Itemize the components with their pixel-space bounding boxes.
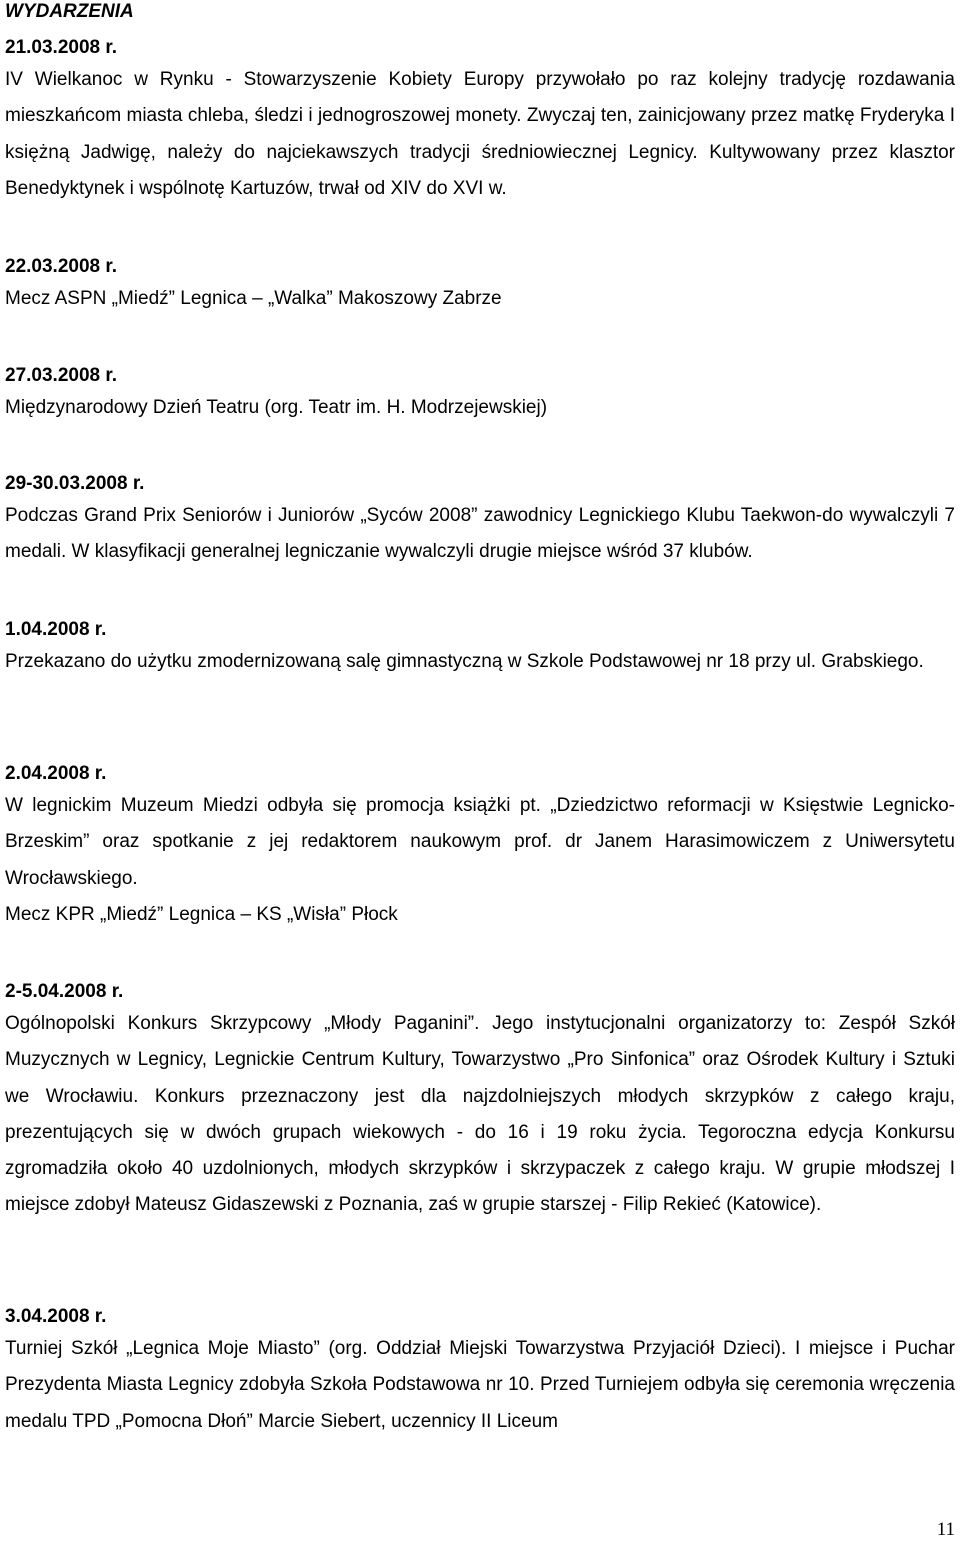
event-description: Mecz KPR „Miedź” Legnica – KS „Wisła” Płock xyxy=(5,903,398,925)
event-description: Podczas Grand Prix Seniorów i Juniorów „Syców 2008” zawodnicy Legnickiego Klubu Taekwon-do wywalczyli 7 medali. W klasyfikacji generalnej legniczanie wywalczyli drugie miejsce wśród 37 klubów. xyxy=(5,505,955,563)
event-27-03 xyxy=(5,364,955,426)
event-description: Ogólnopolski Konkurs Skrzypcowy „Młody Paganini”. Jego instytucjonalni organizatorzy to: Zespół Szkół Muzycznych w Legnicy, Legnickie Centrum Kultury, Towarzystwo „Pro Sinfonica” oraz Ośrodek Kultury i Sztuki we Wrocławiu. Konkurs przeznaczony jest dla najzdolniejszych młodych skrzypków z całego kraju, prezentujących się w dwóch grupach wiekowych - do 16 i 19 roku życia. Tegoroczna edycja Konkursu zgromadziła około 40 uzdolnionych, młodych skrzypków i skrzypaczek z całego kraju. W grupie młodszej I miejsce zdobył Mateusz Gidaszewski z Poznania, zaś w grupie starszej - Filip Rekieć (Katowice). xyxy=(5,1013,955,1216)
event-01-04 xyxy=(5,618,955,680)
event-description: IV Wielkanoc w Rynku - Stowarzyszenie Kobiety Europy przywołało po raz kolejny tradycję rozdawania mieszkańcom miasta chleba, śledzi i jednogroszowej monety. Zwyczaj ten, zainicjowany przez matkę Fryderyka I księżną Jadwigę, należy do najciekawszych tradycji średniowiecznej Legnicy. Kultywowany przez klasztor Benedyktynek i wspólnotę Kartuzów, trwał od XIV do XVI w. xyxy=(5,69,955,199)
event-date: 2.04.2008 r. xyxy=(5,763,107,784)
event-description: Mecz ASPN „Miedź” Legnica – „Walka” Makoszowy Zabrze xyxy=(5,288,502,309)
event-date: 1.04.2008 r. xyxy=(5,619,107,640)
event-date: 21.03.2008 r. xyxy=(5,37,117,58)
event-description: Przekazano do użytku zmodernizowaną salę gimnastyczną w Szkole Podstawowej nr 18 przy ul. Grabskiego. xyxy=(5,651,924,672)
event-date: 22.03.2008 r. xyxy=(5,256,117,277)
event-02-04 xyxy=(5,762,955,933)
event-description: W legnickim Muzeum Miedzi odbyła się promocja książki pt. „Dziedzictwo reformacji w Księstwie Legnicko-Brzeskim” oraz spotkanie z jej redaktorem naukowym prof. dr Janem Harasimowiczem z Uniwersytetu Wrocławskiego. xyxy=(5,795,955,889)
event-date: 27.03.2008 r. xyxy=(5,365,117,386)
page-number: 11 xyxy=(936,1519,955,1540)
event-22-03 xyxy=(5,255,955,317)
event-date: 2-5.04.2008 r. xyxy=(5,981,124,1002)
event-21-03 xyxy=(5,36,955,207)
event-29-30-03 xyxy=(5,472,955,571)
event-03-04 xyxy=(5,1305,955,1440)
section-title: WYDARZENIA xyxy=(5,1,134,22)
event-02-05-04 xyxy=(5,980,955,1224)
event-date: 3.04.2008 r. xyxy=(5,1306,107,1327)
event-date: 29-30.03.2008 r. xyxy=(5,473,145,494)
event-description: Międzynarodowy Dzień Teatru (org. Teatr im. H. Modrzejewskiej) xyxy=(5,397,548,418)
event-description: Turniej Szkół „Legnica Moje Miasto” (org. Oddział Miejski Towarzystwa Przyjaciół Dzieci). I miejsce i Puchar Prezydenta Miasta Legnicy zdobyła Szkoła Podstawowa nr 10. Przed Turniejem odbyła się ceremonia wręczenia medalu TPD „Pomocna Dłoń” Marcie Siebert, uczennicy II Liceum xyxy=(5,1338,955,1432)
